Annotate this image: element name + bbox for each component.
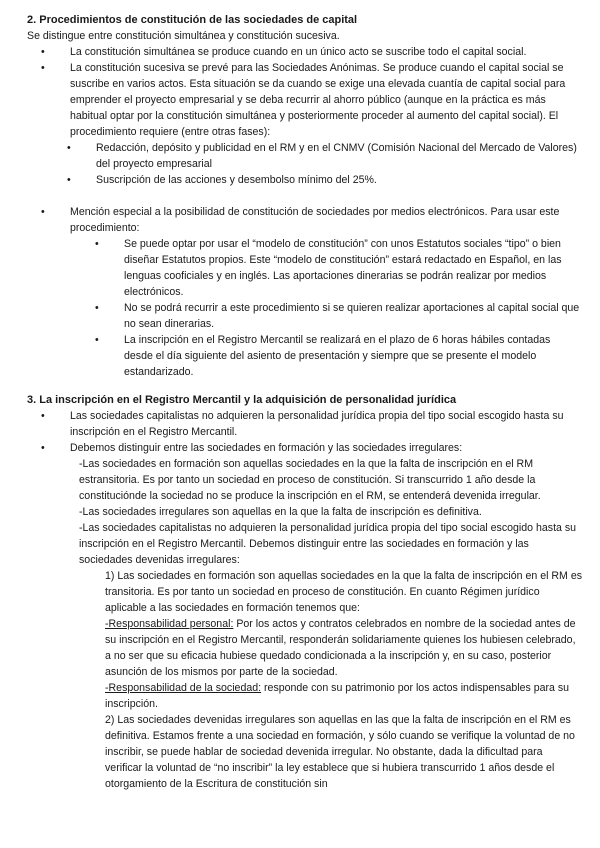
section-3-title: 3. La inscripción en el Registro Mercantil y la adquisición de personalidad jurídica [27, 394, 457, 406]
bullet-icon: • [95, 302, 99, 314]
bullet-icon: • [95, 238, 99, 250]
paragraph-point-2: 2) Las sociedades devenidas irregulares son aquellas en las que la falta de inscripción en el RM es definitiva. Estamos frente a una sociedad en formación, y sólo cuando se verifique la voluntad de no inscribir, se puede hablar de sociedad devenida irregular. No obstante, dada la dificultad para verificar la voluntad de “no inscribir” la ley establece que si hubiera transcurrido 1 años desde el otorgamiento de la Escritura de constitución sin [105, 714, 575, 790]
bullet-icon: • [95, 334, 99, 346]
list-item [27, 440, 582, 456]
bullet-icon: • [67, 174, 71, 186]
section-2-list-electronic [27, 204, 582, 236]
bullet-icon: • [41, 206, 45, 218]
list-item-text: Mención especial a la posibilidad de constitución de sociedades por medios electrónicos. Para usar este procedimiento: [70, 206, 560, 234]
list-item [27, 300, 582, 332]
paragraph-point-1: 1) Las sociedades en formación son aquellas sociedades en la que la falta de inscripción en el RM es transitoria. Es por tanto un sociedad en proceso de constitución. En cuanto Régimen jurídico aplicable a las sociedades en formación tenemos que: [105, 570, 583, 614]
bullet-icon: • [41, 410, 45, 422]
list-item-text: Debemos distinguir entre las sociedades en formación y las sociedades irregulares: [70, 442, 463, 454]
list-item [27, 44, 582, 60]
bullet-icon: • [41, 442, 45, 454]
responsabilidad-sociedad-label: -Responsabilidad de la sociedad: [105, 682, 262, 694]
list-item-text: Suscripción de las acciones y desembolso mínimo del 25%. [96, 174, 377, 186]
paragraph-sociedades-capitalistas: -Las sociedades capitalistas no adquieren la personalidad jurídica propia del tipo social escogido hasta su inscripción en el Registro Mercantil. Debemos distinguir entre las sociedades en formación y las sociedades devenidas irregulares: [79, 522, 577, 566]
paragraph-sociedades-irregulares: -Las sociedades irregulares son aquellas en la que la falta de inscripción es definitiva. [79, 506, 482, 518]
list-item [27, 60, 582, 140]
section-2-title: 2. Procedimientos de constitución de las sociedades de capital [27, 14, 358, 26]
list-item-text: No se podrá recurrir a este procedimiento si se quieren realizar aportaciones al capital social que no sean dinerarias. [124, 302, 580, 330]
list-item [27, 204, 582, 236]
bullet-icon: • [67, 142, 71, 154]
paragraph-sociedades-formacion: -Las sociedades en formación son aquellas sociedades en la que la falta de inscripción en el RM estransitoria. Es por tanto un sociedad en proceso de constitución. Si transcurrido 1 año desde la constituciónde la sociedad no se produce la inscripción en el RM, se entenderá devenida irregular. [79, 458, 541, 502]
list-item-text: Las sociedades capitalistas no adquieren la personalidad jurídica propia del tipo social escogido hasta su inscripción en el Registro Mercantil. [70, 410, 564, 438]
responsabilidad-sociedad-text: responde con su patrimonio por los actos indispensables para su inscripción. [105, 682, 570, 710]
list-item [27, 140, 582, 172]
list-item [27, 172, 582, 188]
list-item [27, 408, 582, 440]
list-item [27, 236, 582, 300]
responsabilidad-personal-text: Por los actos y contratos celebrados en nombre de la sociedad antes de su inscripción en el Registro Mercantil, responderán solidariamente quienes los hubiesen celebrado, a no ser que su eficacia hubiese quedado condicionada a la inscripción y, en su caso, posterior asunción de los mismos por parte de la sociedad. [105, 618, 576, 678]
list-item-text: La constitución simultánea se produce cuando en un único acto se suscribe todo el capital social. [70, 46, 527, 58]
bullet-icon: • [41, 46, 45, 58]
paragraph-responsabilidad-personal [27, 616, 582, 680]
list-item-text: La inscripción en el Registro Mercantil se realizará en el plazo de 6 horas hábiles contadas desde el día siguiente del asiento de presentación y siempre que se presente el modelo estandarizado. [124, 334, 551, 378]
list-item-text: Se puede optar por usar el “modelo de constitución” con unos Estatutos sociales “tipo” o bien diseñar Estatutos propios. Este “modelo de constitución” estará redactado en Español, en las lenguas cooficiales y en inglés. Las aportaciones dinerarias se podrán realizar por medios electrónicos. [124, 238, 562, 298]
list-item-text: La constitución sucesiva se prevé para las Sociedades Anónimas. Se produce cuando el capital social se suscribe en varios actos. Esta situación se da cuando se exige una elevada cuantía de capital social para emprender el proyecto empresarial y se deba recurrir al ahorro público (aunque en la práctica es más habitual optar por la constitución simultánea y posteriormente proceder al aumento del capital social). El procedimiento requiere (entre otras fases): [70, 62, 566, 138]
bullet-icon: • [41, 62, 45, 74]
section-2-intro: Se distingue entre constitución simultánea y constitución sucesiva. [27, 30, 340, 42]
list-item-text: Redacción, depósito y publicidad en el RM y en el CNMV (Comisión Nacional del Mercado de Valores) del proyecto empresarial [96, 142, 577, 170]
section-2-sublist-phases [27, 140, 582, 188]
responsabilidad-personal-label: -Responsabilidad personal: [105, 618, 234, 630]
section-2-list [27, 44, 582, 140]
section-2-sublist-electronic [27, 236, 582, 380]
section-3-list [27, 408, 582, 456]
paragraph-responsabilidad-sociedad [27, 680, 582, 712]
list-item [27, 332, 582, 380]
